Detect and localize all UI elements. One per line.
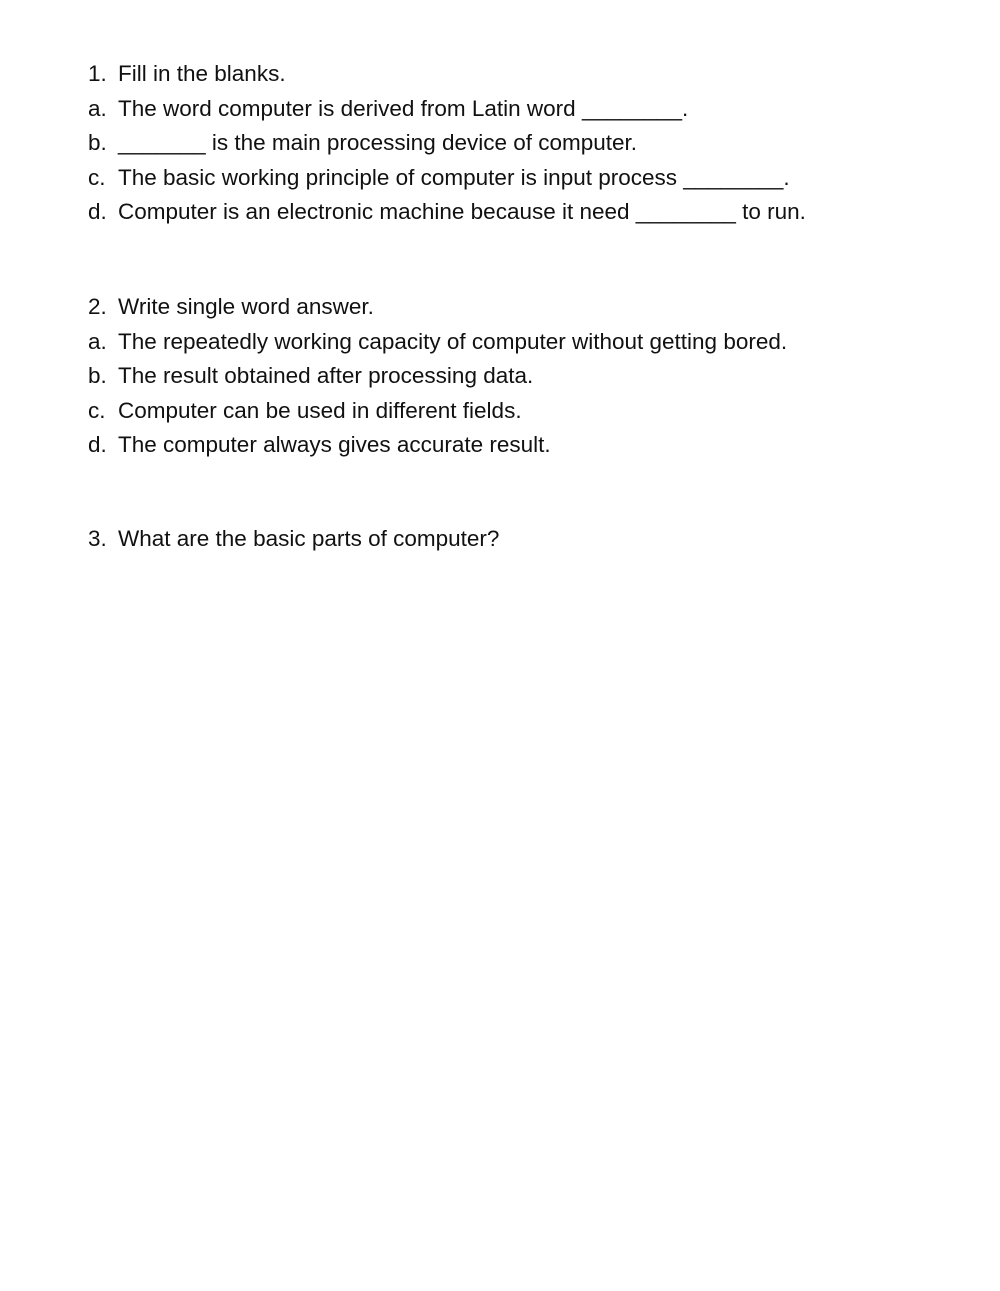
question-item <box>88 161 948 196</box>
item-marker: d. <box>88 199 107 224</box>
question-heading-text: What are the basic parts of computer? <box>118 526 500 551</box>
question-heading <box>88 57 948 92</box>
question-number: 2. <box>88 294 107 319</box>
question-item <box>88 359 948 394</box>
item-text: The result obtained after processing data. <box>118 363 534 388</box>
item-text: The word computer is derived from Latin word ________. <box>118 95 689 121</box>
question-heading-text: Write single word answer. <box>118 294 374 319</box>
question-heading-text: Fill in the blanks. <box>118 61 286 86</box>
question-number: 3. <box>88 526 107 551</box>
item-marker: a. <box>88 328 107 354</box>
item-text: The basic working principle of computer is input process ________. <box>118 164 790 190</box>
question-heading <box>88 290 948 325</box>
item-marker: c. <box>88 397 106 423</box>
item-text: _______ is the main processing device of computer. <box>118 130 638 155</box>
question-section-1 <box>88 57 948 230</box>
question-item <box>88 92 948 127</box>
question-item <box>88 126 948 161</box>
question-item <box>88 195 948 230</box>
item-text: Computer is an electronic machine because it need ________ to run. <box>118 199 806 224</box>
question-item <box>88 428 948 463</box>
item-marker: a. <box>88 95 107 121</box>
item-text: The computer always gives accurate result. <box>118 432 551 457</box>
question-section-3 <box>88 522 948 557</box>
item-text: Computer can be used in different fields. <box>118 397 522 423</box>
question-item <box>88 394 948 429</box>
item-marker: d. <box>88 432 107 457</box>
question-number: 1. <box>88 61 107 86</box>
question-item <box>88 325 948 360</box>
item-marker: c. <box>88 164 106 190</box>
question-heading <box>88 522 948 557</box>
item-text: The repeatedly working capacity of computer without getting bored. <box>118 328 788 354</box>
item-marker: b. <box>88 130 107 155</box>
item-marker: b. <box>88 363 107 388</box>
question-section-2 <box>88 290 948 463</box>
